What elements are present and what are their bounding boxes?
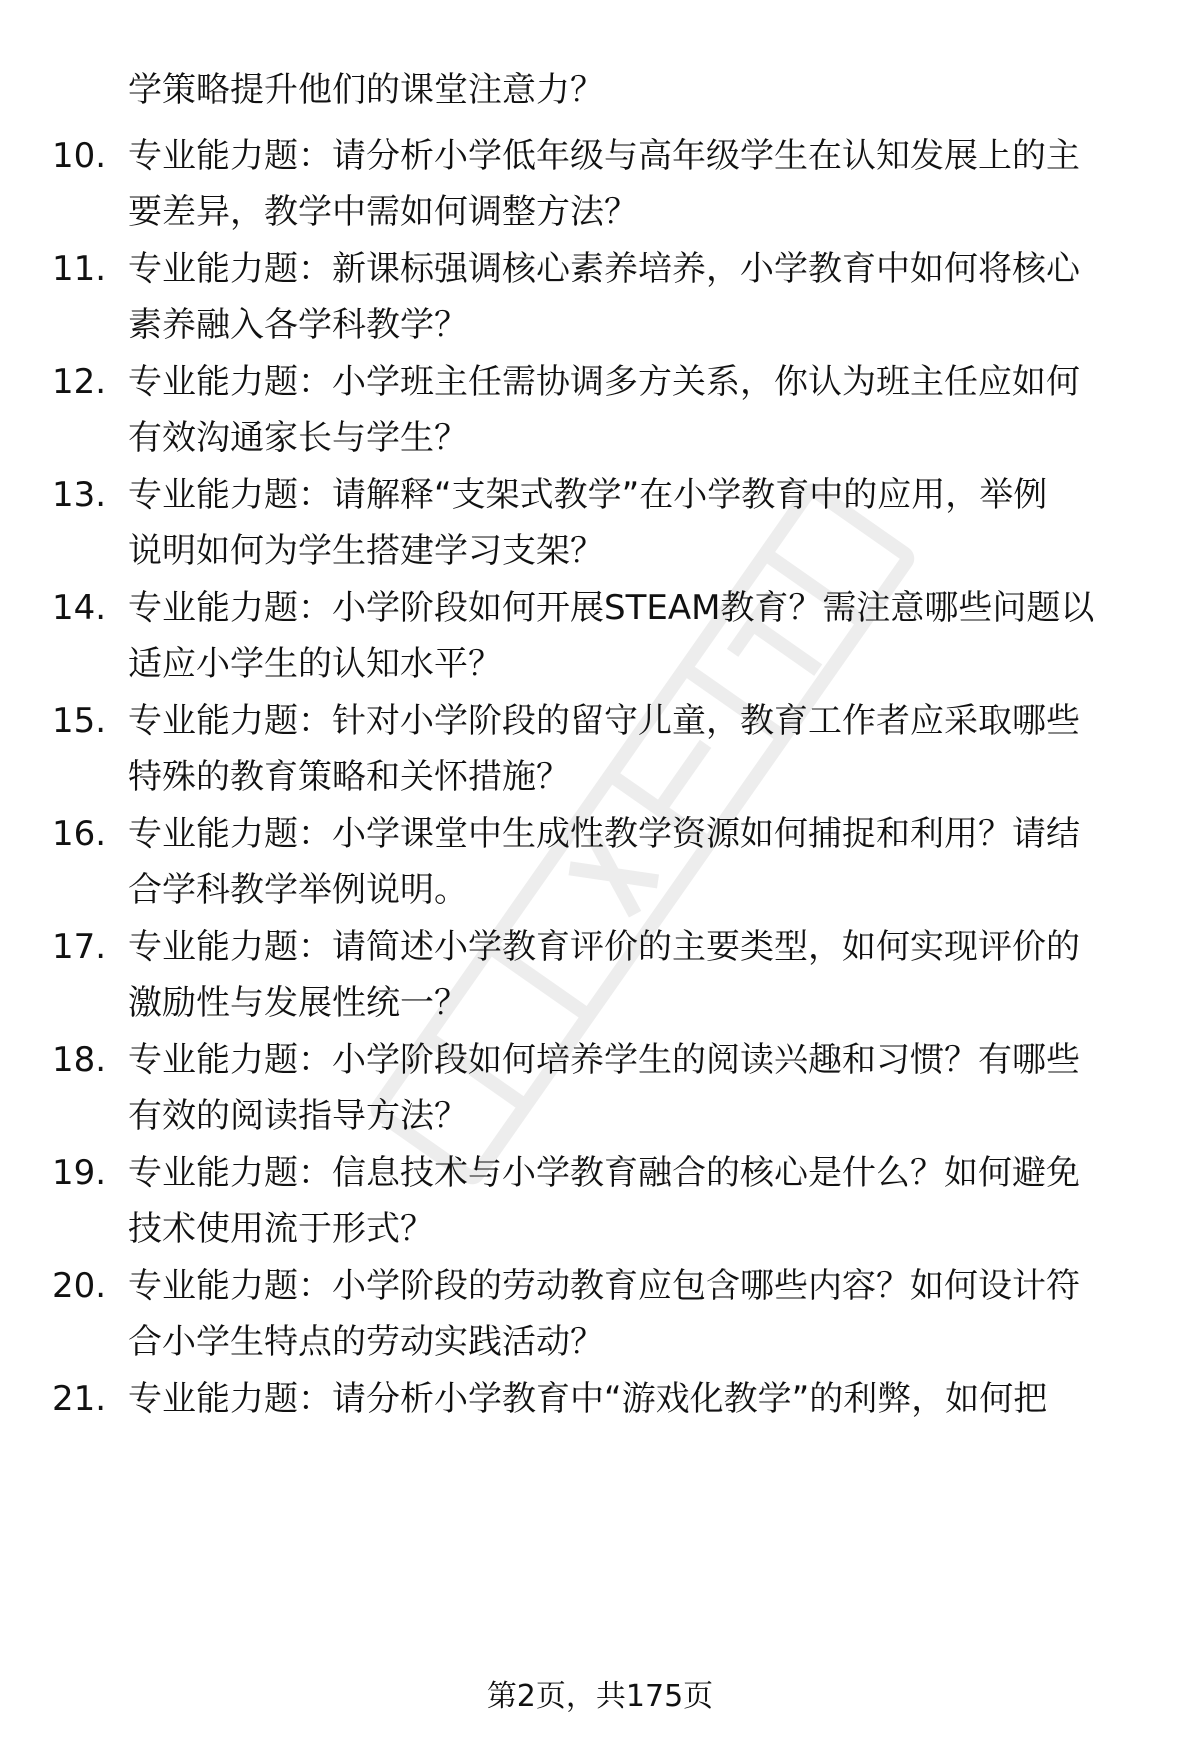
question-item <box>0 467 1200 579</box>
question-text-line: 合学科教学举例说明。 <box>128 870 468 910</box>
question-text-line: 特殊的教育策略和关怀措施？ <box>128 757 570 797</box>
question-text-line: 有效的阅读指导方法？ <box>128 1096 468 1136</box>
question-item <box>0 1371 1200 1427</box>
question-number: 14. <box>52 588 107 628</box>
question-item <box>0 919 1200 1031</box>
question-text-line: 专业能力题：信息技术与小学教育融合的核心是什么？如何避免 <box>128 1153 1080 1193</box>
page-footer: 第2页，共175页 <box>486 1679 714 1714</box>
question-item <box>0 1145 1200 1257</box>
question-item <box>0 580 1200 692</box>
question-item <box>0 128 1200 240</box>
question-number: 11. <box>52 249 107 289</box>
question-number: 16. <box>52 814 107 854</box>
question-number: 20. <box>52 1266 107 1306</box>
question-text-line: 专业能力题：针对小学阶段的留守儿童，教育工作者应采取哪些 <box>128 701 1080 741</box>
question-item <box>0 354 1200 466</box>
question-number: 12. <box>52 362 107 402</box>
question-text-line: 适应小学生的认知水平？ <box>128 644 502 684</box>
question-number: 10. <box>52 136 107 176</box>
question-number: 19. <box>52 1153 107 1193</box>
question-text-line: 专业能力题：小学课堂中生成性教学资源如何捕捉和利用？请结 <box>128 814 1080 854</box>
question-item <box>0 693 1200 805</box>
question-text-line: 专业能力题：请解释“支架式教学”在小学教育中的应用，举例 <box>128 475 1048 515</box>
question-item <box>0 806 1200 918</box>
continued-question-text: 学策略提升他们的课堂注意力？ <box>128 70 604 110</box>
question-text-line: 说明如何为学生搭建学习支架？ <box>128 531 604 571</box>
question-text-line: 技术使用流于形式？ <box>128 1209 434 1249</box>
question-text-line: 专业能力题：小学阶段的劳动教育应包含哪些内容？如何设计符 <box>128 1266 1080 1306</box>
question-item <box>0 1258 1200 1370</box>
question-number: 17. <box>52 927 107 967</box>
question-text-line: 专业能力题：请分析小学低年级与高年级学生在认知发展上的主 <box>128 136 1080 176</box>
question-number: 15. <box>52 701 107 741</box>
question-text-line: 专业能力题：请简述小学教育评价的主要类型，如何实现评价的 <box>128 927 1080 967</box>
question-text-line: 激励性与发展性统一？ <box>128 983 468 1023</box>
question-text-line: 有效沟通家长与学生？ <box>128 418 468 458</box>
question-text-line: 要差异，教学中需如何调整方法？ <box>128 192 638 232</box>
question-item <box>0 1032 1200 1144</box>
question-text-line: 专业能力题：小学班主任需协调多方关系，你认为班主任应如何 <box>128 362 1080 402</box>
question-number: 21. <box>52 1379 107 1419</box>
question-text-line: 合小学生特点的劳动实践活动？ <box>128 1322 604 1362</box>
question-text-line: 专业能力题：请分析小学教育中“游戏化教学”的利弊，如何把 <box>128 1379 1048 1419</box>
question-text-line: 专业能力题：新课标强调核心素养培养，小学教育中如何将核心 <box>128 249 1080 289</box>
question-item <box>0 241 1200 353</box>
question-number: 18. <box>52 1040 107 1080</box>
question-text-line: 专业能力题：小学阶段如何开展STEAM教育？需注意哪些问题以 <box>128 588 1095 628</box>
question-number: 13. <box>52 475 107 515</box>
question-text-line: 专业能力题：小学阶段如何培养学生的阅读兴趣和习惯？有哪些 <box>128 1040 1080 1080</box>
question-text-line: 素养融入各学科教学？ <box>128 305 468 345</box>
